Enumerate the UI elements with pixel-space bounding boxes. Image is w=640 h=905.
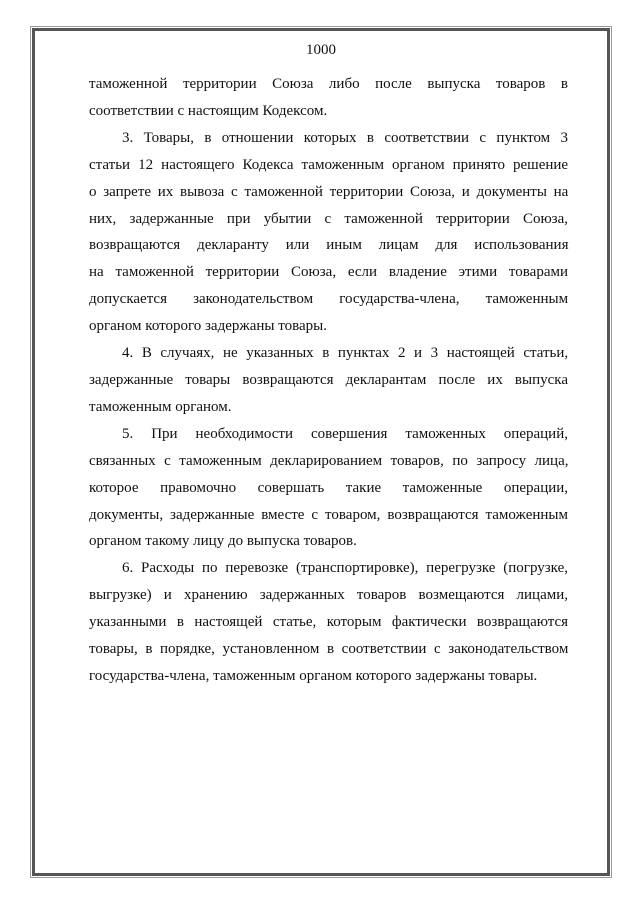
paragraph-continuation — [89, 71, 568, 125]
text-line: органом которого задержаны товары. — [89, 318, 327, 335]
paragraph-item-5 — [89, 421, 568, 556]
text-line: соответствии с настоящим Кодексом. — [89, 102, 328, 119]
text-line: указанными в настоящей статье, которым фактически возвращаются — [89, 614, 569, 631]
text-line: товары, в порядке, установленном в соответствии с законодательством — [89, 641, 569, 658]
text-line: выгрузке) и хранению задержанных товаров возмещаются лицами, — [89, 587, 568, 604]
text-line: 5. При необходимости совершения таможенных операций, — [122, 425, 568, 442]
text-line: на таможенной территории Союза, если владение этими товарами — [89, 264, 568, 281]
text-line: 6. Расходы по перевозке (транспортировке), перегрузке (погрузке, — [122, 560, 568, 577]
text-line: о запрете их вывоза с таможенной территории Союза, и документы на — [89, 183, 569, 200]
paragraph-item-3 — [89, 125, 568, 340]
page-number: 1000 — [306, 42, 336, 58]
document-body — [89, 71, 568, 690]
text-line: возвращаются декларанту или иным лицам для использования — [89, 237, 569, 254]
text-line: органом такому лицу до выпуска товаров. — [89, 533, 357, 550]
paragraph-item-4 — [89, 340, 568, 421]
text-line: связанных с таможенным декларированием товаров, по запросу лица, — [89, 452, 569, 469]
text-line: допускается законодательством государства-члена, таможенным — [89, 291, 569, 308]
text-line: таможенным органом. — [89, 398, 232, 415]
text-line: них, задержанные при убытии с таможенной территории Союза, — [89, 210, 568, 227]
text-line: 3. Товары, в отношении которых в соответствии с пунктом 3 — [122, 129, 568, 146]
text-line: статьи 12 настоящего Кодекса таможенным органом принято решение — [89, 156, 569, 173]
text-line: задержанные товары возвращаются декларантам после их выпуска — [89, 371, 568, 388]
document-page — [32, 28, 610, 876]
paragraph-item-6 — [89, 555, 568, 690]
text-line: 4. В случаях, не указанных в пунктах 2 и 3 настоящей статьи, — [122, 345, 569, 362]
text-line: таможенной территории Союза либо после выпуска товаров в — [89, 76, 568, 92]
text-line: документы, задержанные вместе с товаром, возвращаются таможенным — [89, 506, 568, 523]
text-line: государства-члена, таможенным органом которого задержаны товары. — [89, 667, 538, 684]
text-line: которое правомочно совершать такие таможенные операции, — [89, 479, 569, 496]
